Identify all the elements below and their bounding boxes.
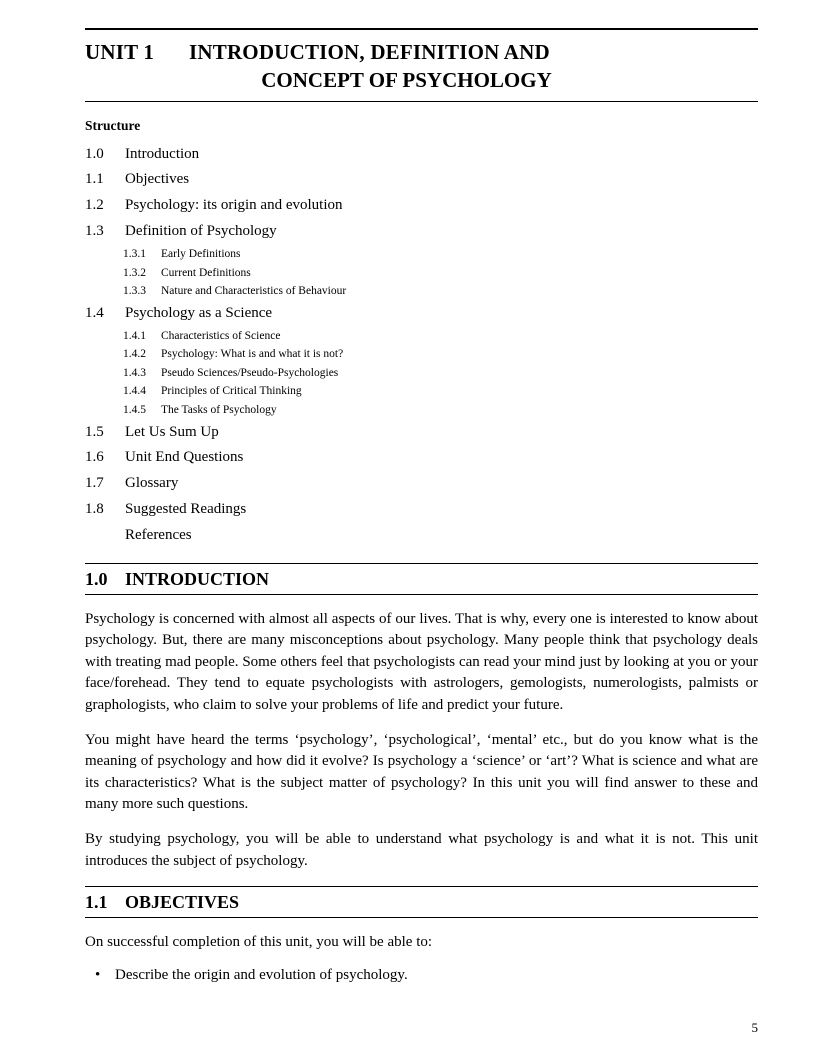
toc-item-number: 1.7 <box>85 475 104 492</box>
toc-subitem-number: 1.4.2 <box>123 348 146 361</box>
toc-item[interactable] <box>85 142 758 168</box>
toc-item-label: Objectives <box>125 171 190 188</box>
toc-subitem[interactable] <box>85 401 758 420</box>
toc-subitem-number: 1.3.2 <box>123 266 146 279</box>
toc-item-label: Psychology: its origin and evolution <box>125 197 343 214</box>
paragraph: By studying psychology, you will be able to understand what psychology is and what it is not. This unit introduces the subject of psychology. <box>85 831 758 869</box>
page-number: 5 <box>751 1020 758 1035</box>
toc-item-number: 1.3 <box>85 223 104 240</box>
objectives-rule-bottom <box>85 917 758 918</box>
section-title: OBJECTIVES <box>125 892 240 913</box>
toc-subitem[interactable] <box>85 345 758 364</box>
unit-heading <box>85 32 758 99</box>
header-rule-top <box>85 28 758 30</box>
section-heading <box>85 887 758 917</box>
paragraph: You might have heard the terms ‘psychology’, ‘psychological’, ‘mental’ etc., but do you know what is the meaning of psychology and how did it evolve? Is psychology a ‘science’ or ‘art’? What is science and what are its characteristics? What is the subject matter of psychology? In this unit you will find answer to these and many more such questions. <box>85 731 758 813</box>
list-item-label: Describe the origin and evolution of psychology. <box>115 966 408 983</box>
toc-subitem-label: Pseudo Sciences/Pseudo-Psychologies <box>161 366 339 379</box>
section-heading <box>85 564 758 594</box>
structure-label: Structure <box>85 117 141 133</box>
table-of-contents <box>85 142 758 549</box>
section-objectives <box>85 886 758 986</box>
objectives-intro: On successful completion of this unit, you will be able to: <box>85 934 433 951</box>
toc-subitem-number: 1.4.1 <box>123 329 146 342</box>
toc-subitem-number: 1.3.3 <box>123 285 146 298</box>
toc-item[interactable] <box>85 301 758 327</box>
toc-item-references[interactable]: References <box>125 526 192 543</box>
toc-item-label: Suggested Readings <box>125 501 247 518</box>
toc-item-label: Let Us Sum Up <box>125 423 219 440</box>
toc-item[interactable] <box>85 471 758 497</box>
toc-subitem-label: Current Definitions <box>161 266 251 279</box>
toc-item[interactable] <box>85 167 758 193</box>
toc-subitem-number: 1.4.5 <box>123 404 146 417</box>
unit-title-line-1 <box>85 38 758 66</box>
toc-item-number: 1.1 <box>85 171 104 188</box>
toc-item-label: Psychology as a Science <box>125 304 273 321</box>
toc-item[interactable] <box>85 445 758 471</box>
toc-item-number: 1.0 <box>85 145 104 162</box>
toc-subitem-label: The Tasks of Psychology <box>161 404 277 417</box>
section-number: 1.0 <box>85 568 108 589</box>
toc-item-label: Introduction <box>125 145 200 162</box>
unit-title-part-2: CONCEPT OF PSYCHOLOGY <box>261 68 552 93</box>
toc-subitem[interactable] <box>85 382 758 401</box>
toc-item-label: Definition of Psychology <box>125 223 277 240</box>
toc-item[interactable] <box>85 420 758 446</box>
toc-item[interactable] <box>85 219 758 245</box>
toc-subitem-label: Nature and Characteristics of Behaviour <box>161 285 347 298</box>
toc-subitem-number: 1.3.1 <box>123 247 146 260</box>
toc-subitem-label: Principles of Critical Thinking <box>161 385 302 398</box>
toc-item-number: 1.4 <box>85 304 104 321</box>
toc-subitem-label: Early Definitions <box>161 247 241 260</box>
toc-item-label: Unit End Questions <box>125 449 244 466</box>
toc-item-number: 1.5 <box>85 423 104 440</box>
toc-subitem-label: Psychology: What is and what it is not? <box>161 348 344 361</box>
toc-subitem[interactable] <box>85 364 758 383</box>
section-introduction <box>85 563 758 873</box>
toc-item[interactable] <box>85 497 758 523</box>
toc-item[interactable] <box>85 193 758 219</box>
unit-number: UNIT 1 <box>85 40 155 64</box>
section-number: 1.1 <box>85 892 108 913</box>
toc-subitem[interactable] <box>85 282 758 301</box>
section-title: INTRODUCTION <box>125 568 270 589</box>
toc-subitem[interactable] <box>85 327 758 346</box>
unit-title-part-1: INTRODUCTION, DEFINITION AND <box>189 40 550 64</box>
toc-item-label: Glossary <box>125 475 179 492</box>
paragraph: Psychology is concerned with almost all aspects of our lives. That is why, every one is interested to know about psychology. But, there are many misconceptions about psychology. Many people think that psychology deals with treating mad people. Some others feel that psychologists can read your mind just by looking at you or your face/forehead. They tend to equate psychologists with astrologers, gemologists, numerologists, palmists or graphologists, who claim to solve your problems of life and predict your future. <box>85 610 758 714</box>
toc-subitem-label: Characteristics of Science <box>161 329 281 342</box>
bullet-icon: • <box>95 966 101 983</box>
toc-subitem-number: 1.4.4 <box>123 385 146 398</box>
toc-item-number: 1.6 <box>85 449 104 466</box>
toc-item-number: 1.8 <box>85 501 104 518</box>
section-rule-bottom <box>85 594 758 595</box>
list-item <box>85 965 758 987</box>
header-rule-bottom <box>85 101 758 102</box>
toc-subitem[interactable] <box>85 264 758 283</box>
toc-subitem-number: 1.4.3 <box>123 366 146 379</box>
toc-item-number: 1.2 <box>85 197 104 214</box>
toc-subitem[interactable] <box>85 245 758 264</box>
